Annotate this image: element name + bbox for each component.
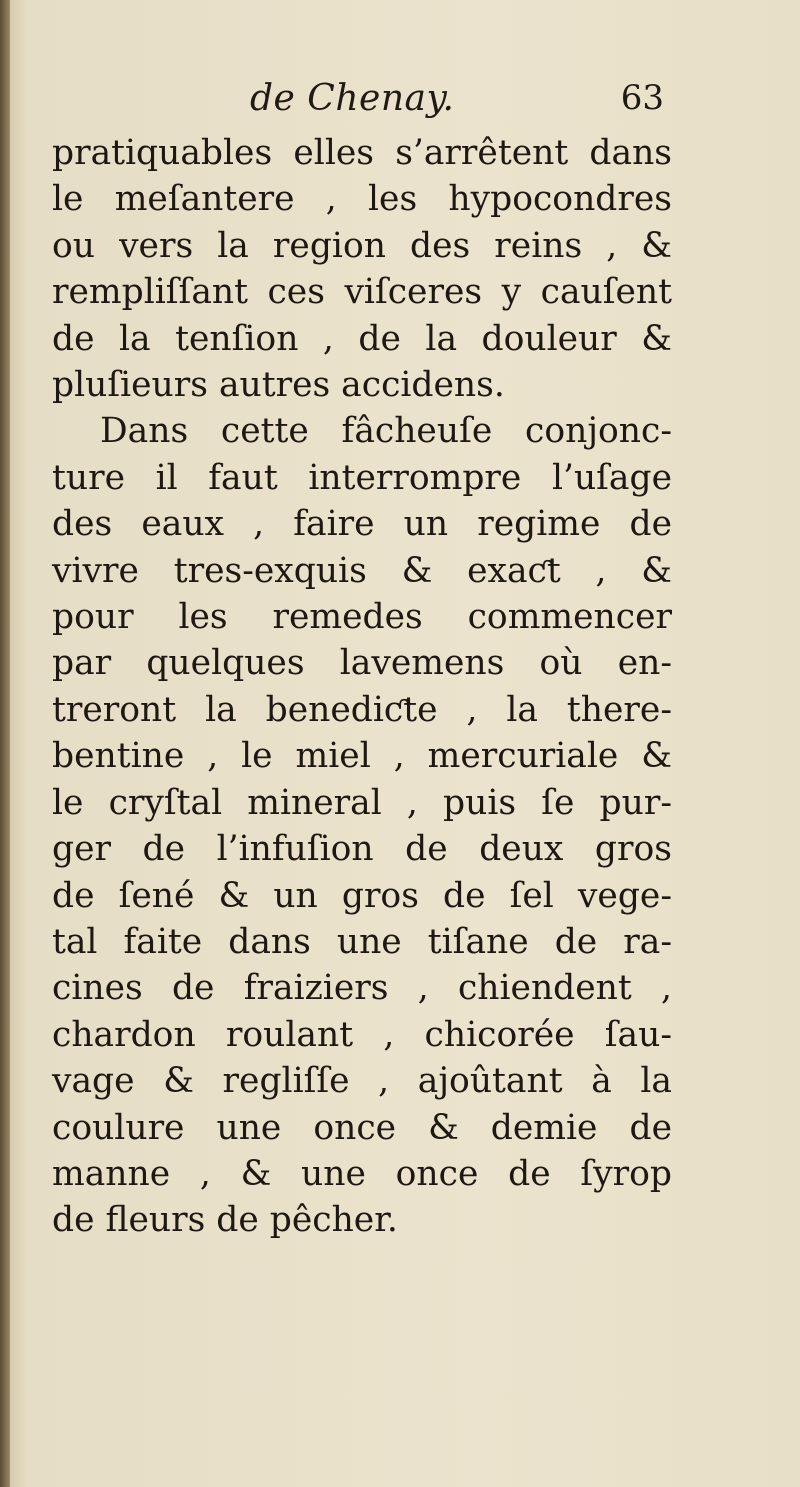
text-line: Dans cette fâcheuſe conjonc- bbox=[100, 411, 672, 452]
running-title: de Chenay. bbox=[250, 78, 455, 119]
body-text bbox=[52, 130, 672, 1244]
text-line: le meſantere , les hypocondres bbox=[52, 179, 672, 220]
text-line: pluſieurs autres accidens. bbox=[52, 365, 505, 406]
page-header bbox=[52, 78, 664, 138]
text-line: de la tenſion , de la douleur & bbox=[52, 318, 672, 359]
text-line: bentine , le miel , mercuriale & bbox=[52, 736, 672, 777]
text-line: ger de l’infuſion de deux gros bbox=[52, 829, 672, 870]
text-line: vivre tres-exquis & exaƈt , & bbox=[52, 550, 672, 591]
text-line: ture il faut interrompre l’uſage bbox=[52, 457, 672, 498]
paragraph bbox=[52, 408, 672, 1243]
text-line: treront la benediƈte , la there- bbox=[52, 689, 672, 730]
text-line: coulure une once & demie de bbox=[52, 1107, 672, 1148]
text-line: chardon roulant , chicorée ſau- bbox=[52, 1014, 672, 1055]
text-line: pratiquables elles s’arrêtent dans bbox=[52, 133, 672, 173]
text-line: des eaux , faire un regime de bbox=[52, 504, 672, 545]
page-number: 63 bbox=[620, 78, 664, 118]
text-line: cines de fraiziers , chiendent , bbox=[52, 968, 672, 1009]
text-line: de fleurs de pêcher. bbox=[52, 1200, 398, 1241]
text-line: de ſené & un gros de ſel vege- bbox=[52, 875, 672, 916]
text-line: pour les remedes commencer bbox=[52, 597, 672, 638]
text-line: par quelques lavemens où en- bbox=[52, 643, 672, 684]
text-line: vage & regliſſe , ajoûtant à la bbox=[52, 1061, 672, 1102]
text-line: manne , & une once de ſyrop bbox=[52, 1153, 672, 1194]
text-line: tal faite dans une tiſane de ra- bbox=[52, 921, 672, 962]
text-line: rempliſſant ces viſceres y cauſent bbox=[52, 272, 672, 313]
paragraph bbox=[52, 130, 672, 408]
text-line: ou vers la region des reins , & bbox=[52, 225, 672, 266]
binding-edge bbox=[0, 0, 10, 1487]
text-line: le cryſtal mineral , puis ſe pur- bbox=[52, 782, 672, 823]
